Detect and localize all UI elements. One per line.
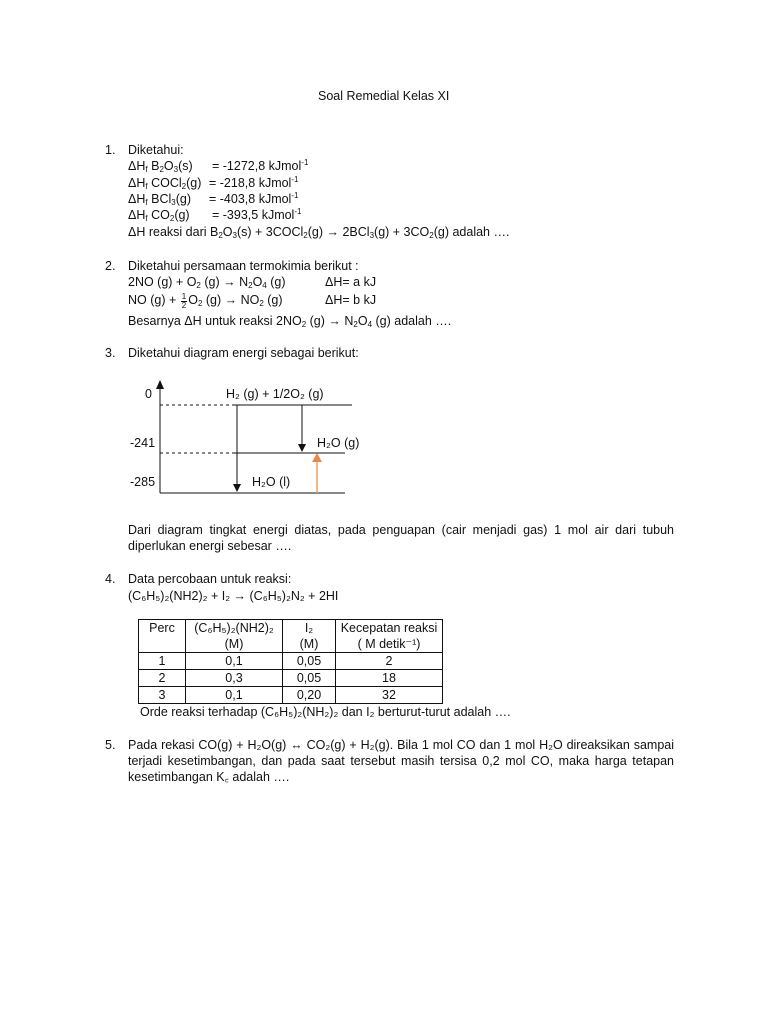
table-cell: 3 — [139, 687, 186, 704]
arrowhead — [298, 444, 306, 452]
enthalpy-value: = -393,5 kJmol$^{-1}$ — [212, 207, 302, 222]
enthalpy-row: $\Delta H_f$ $CO_2(g)$ — [128, 208, 190, 223]
question-intro: Diketahui: — [128, 143, 184, 157]
label-water-liquid: H₂O (l) — [252, 475, 291, 489]
enthalpy-row: $\Delta H_f$ COCl$_2$(g) — [128, 176, 202, 191]
enthalpy-change: ΔH= a kJ — [325, 275, 377, 289]
question-intro: Diketahui persamaan termokimia berikut : — [128, 259, 359, 273]
enthalpy-row: $\Delta H_f$ BCl$_3$(g) — [128, 192, 191, 207]
table-row — [139, 653, 443, 670]
enthalpy-value: = -403,8 kJmol$^{-1}$ — [209, 191, 299, 206]
header-cell: (M) — [186, 636, 283, 653]
table-cell: 0,20 — [283, 687, 336, 704]
table-cell: 0,05 — [283, 653, 336, 670]
evaporation-arrowhead — [312, 453, 322, 462]
question-number: 1. — [105, 143, 116, 157]
level-label-0: 0 — [145, 387, 152, 401]
header-cell: I₂ — [283, 620, 336, 637]
table-cell: 1 — [139, 653, 186, 670]
table-row — [139, 670, 443, 687]
experiment-table — [138, 619, 443, 704]
header-cell: Kecepatan reaksi — [336, 620, 443, 637]
table-cell: 2 — [139, 670, 186, 687]
table-header-row — [139, 620, 443, 637]
question-number: 3. — [105, 346, 116, 360]
label-reactants: H₂ (g) + 1/2O₂ (g) — [226, 387, 324, 401]
axis-arrowhead — [156, 380, 164, 389]
header-cell: Perc — [139, 620, 186, 653]
level-label-285: -285 — [130, 475, 156, 489]
thermo-equation: NO (g) + $\frac{1}{2}$ $O_2$ $(g) \to NO_2$ (g) — [128, 292, 283, 310]
header-cell: (C₆H₅)₂(NH2)₂ — [186, 620, 283, 637]
thermo-equation: 2NO $(g) + O_2$ $(g) \to N_2O_4$ (g) — [128, 275, 286, 290]
reaction-equation: (C₆H₅)₂(NH2)₂ + I₂ → (C₆H₅)₂N₂ + 2HI — [128, 589, 339, 603]
question-intro: Data percobaan untuk reaksi: — [128, 572, 292, 586]
enthalpy-row: $\Delta H_f$ $B_2O_3(s)$ — [128, 159, 193, 174]
enthalpy-change: ΔH= b kJ — [325, 293, 377, 307]
question-number: 5. — [105, 738, 116, 752]
table-cell: 0,1 — [186, 687, 283, 704]
question-text: Pada rekasi CO(g) + H₂O(g) ↔ CO₂(g) + H₂(g). Bila 1 mol CO dan 1 mol H₂O direaksikan sampai terjadi kesetimbangan, dan pada saat tersebut masih tersisa 0,2 mol CO, maka harga tetapan kesetimbangan K꜀ adalah …. — [128, 738, 674, 784]
page-title: Soal Remedial Kelas XI — [318, 89, 450, 103]
header-cell: ( M detik⁻¹) — [336, 636, 443, 653]
question-text: Dari diagram tingkat energi diatas, pada penguapan (cair menjadi gas) 1 mol air dari tubuh diperlukan energi sebesar …. — [128, 523, 674, 553]
arrowhead — [233, 484, 241, 492]
table-cell: 0,3 — [186, 670, 283, 687]
level-label-241: -241 — [130, 436, 156, 450]
header-cell: (M) — [283, 636, 336, 653]
question-intro: Diketahui diagram energi sebagai berikut: — [128, 346, 359, 360]
question-number: 4. — [105, 572, 116, 586]
table-cell: 18 — [336, 670, 443, 687]
table-cell: 0,05 — [283, 670, 336, 687]
enthalpy-value: = -218,8 kJmol$^{-1}$ — [209, 175, 299, 190]
table-cell: 32 — [336, 687, 443, 704]
table-cell: 2 — [336, 653, 443, 670]
question-text: ΔH reaksi dari $B_2O_3(s)$ + 3COCl$_2$(g) → $2BCl_3(g) + 3CO_2(g)$ adalah …. — [128, 225, 510, 240]
question-text: Orde reaksi terhadap (C₆H₅)₂(NH₂)₂ dan I₂ berturut-turut adalah …. — [140, 705, 511, 719]
question-text: Besarnya ΔH untuk reaksi $2NO_2$ $(g) \to N_2O_4$ (g) adalah …. — [128, 314, 452, 329]
table-row — [139, 687, 443, 704]
label-water-gas: H₂O (g) — [317, 436, 360, 450]
question-number: 2. — [105, 259, 116, 273]
enthalpy-value: = -1272,8 kJmol$^{-1}$ — [212, 158, 309, 173]
table-cell: 0,1 — [186, 653, 283, 670]
